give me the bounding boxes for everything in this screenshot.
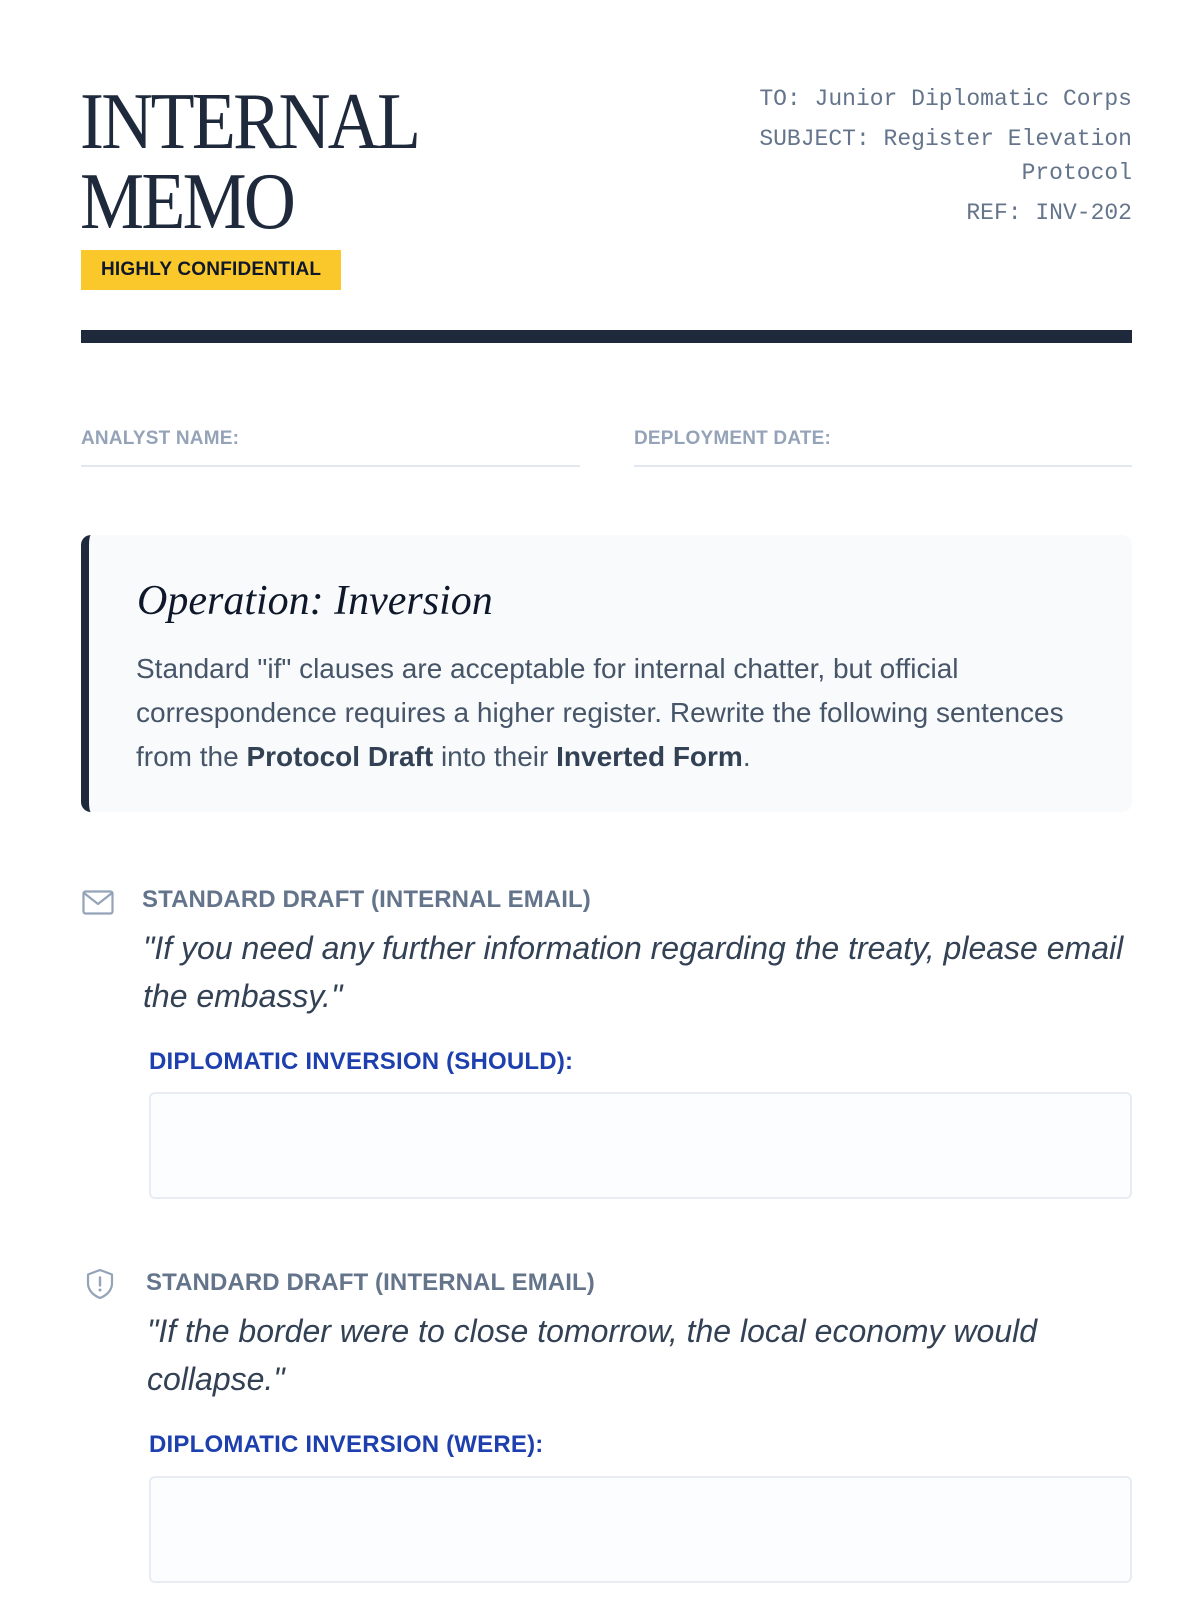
analyst-name-label: ANALYST NAME: — [81, 428, 240, 449]
shield-alert-icon — [83, 1267, 117, 1301]
deployment-date-field[interactable] — [634, 465, 1132, 467]
memo-to: TO: Junior Diplomatic Corps — [759, 86, 1132, 112]
memo-subject-line-1: SUBJECT: Register Elevation — [759, 126, 1132, 152]
deployment-date-label: DEPLOYMENT DATE: — [634, 428, 832, 449]
operation-bold-1: Protocol Draft — [246, 741, 434, 772]
operation-text-2: into their — [433, 741, 557, 772]
operation-text-3: . — [742, 741, 751, 772]
answer-1-input[interactable] — [149, 1092, 1132, 1199]
operation-title: Operation: Inversion — [137, 578, 493, 624]
confidential-badge: HIGHLY CONFIDENTIAL — [81, 250, 341, 290]
operation-instructions — [81, 535, 1132, 812]
question-1-label: STANDARD DRAFT (INTERNAL EMAIL) — [142, 886, 591, 913]
memo-ref: REF: INV-202 — [966, 200, 1132, 226]
memo-title-line-2: MEMO — [80, 158, 294, 246]
memo-title — [80, 78, 419, 246]
answer-2-label: DIPLOMATIC INVERSION (WERE): — [149, 1431, 544, 1458]
analyst-name-field[interactable] — [81, 465, 580, 467]
memo-title-line-1: INTERNAL — [80, 78, 419, 166]
header-divider — [81, 330, 1132, 343]
question-2-label: STANDARD DRAFT (INTERNAL EMAIL) — [146, 1269, 595, 1296]
answer-2-input[interactable] — [149, 1476, 1132, 1583]
memo-subject-line-2: Protocol — [1021, 160, 1132, 186]
answer-1-label: DIPLOMATIC INVERSION (SHOULD): — [149, 1048, 574, 1075]
envelope-icon — [81, 885, 115, 919]
operation-bold-2: Inverted Form — [556, 741, 743, 772]
question-1-sentence: "If you need any further information regarding the treaty, please email the embassy." — [143, 930, 1124, 1014]
question-2-sentence: "If the border were to close tomorrow, the local economy would collapse." — [147, 1313, 1038, 1397]
operation-description — [136, 647, 1096, 779]
memo-meta — [712, 82, 1132, 230]
operation-text-1: Standard "if" clauses are acceptable for internal chatter, but official correspondence requires a higher register. Rewrite the following sentences from the — [136, 653, 1064, 772]
